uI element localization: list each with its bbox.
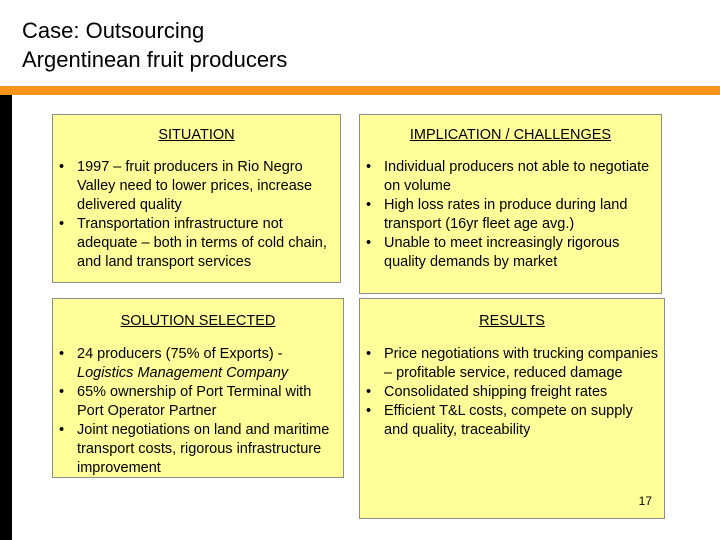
list-item: • Consolidated shipping freight rates xyxy=(366,383,660,402)
title-line-1: Case: Outsourcing xyxy=(22,18,205,43)
solution-item-text: 24 producers (75% of Exports) - xyxy=(77,346,283,362)
list-item: • Price negotiations with trucking companies – profitable service, reduced damage xyxy=(366,345,660,383)
list-item: • High loss rates in produce during land transport (16yr fleet age avg.) xyxy=(366,196,657,234)
page-number: 17 xyxy=(638,494,652,508)
list-item: • Transportation infrastructure not adequate – both in terms of cold chain, and land transport services xyxy=(59,215,334,272)
list-item: • Joint negotiations on land and maritime transport costs, rigorous infrastructure improvement xyxy=(59,421,339,478)
solution-item-italic: Logistics Management Company xyxy=(77,365,289,381)
situation-list xyxy=(59,158,334,272)
solution-list xyxy=(59,345,339,478)
results-list xyxy=(366,345,660,440)
list-item: • Unable to meet increasingly rigorous quality demands by market xyxy=(366,234,657,272)
situation-box xyxy=(52,114,341,283)
implication-list xyxy=(366,158,657,272)
solution-box xyxy=(52,298,344,478)
list-item: • Efficient T&L costs, compete on supply and quality, traceability xyxy=(366,402,660,440)
orange-divider-bar xyxy=(0,86,720,95)
list-item: • 1997 – fruit producers in Rio Negro Valley need to lower prices, increase delivered quality xyxy=(59,158,334,215)
list-item: • 65% ownership of Port Terminal with Port Operator Partner xyxy=(59,383,339,421)
results-box xyxy=(359,298,665,519)
implication-heading: IMPLICATION / CHALLENGES xyxy=(409,127,612,143)
left-accent-bar xyxy=(0,95,12,540)
slide-title xyxy=(22,16,287,74)
implication-box xyxy=(359,114,662,294)
list-item xyxy=(59,345,339,383)
list-item: • Individual producers not able to negotiate on volume xyxy=(366,158,657,196)
title-line-2: Argentinean fruit producers xyxy=(22,47,288,72)
results-heading: RESULTS xyxy=(479,313,545,329)
situation-heading: SITUATION xyxy=(158,127,235,143)
solution-heading: SOLUTION SELECTED xyxy=(120,313,276,329)
